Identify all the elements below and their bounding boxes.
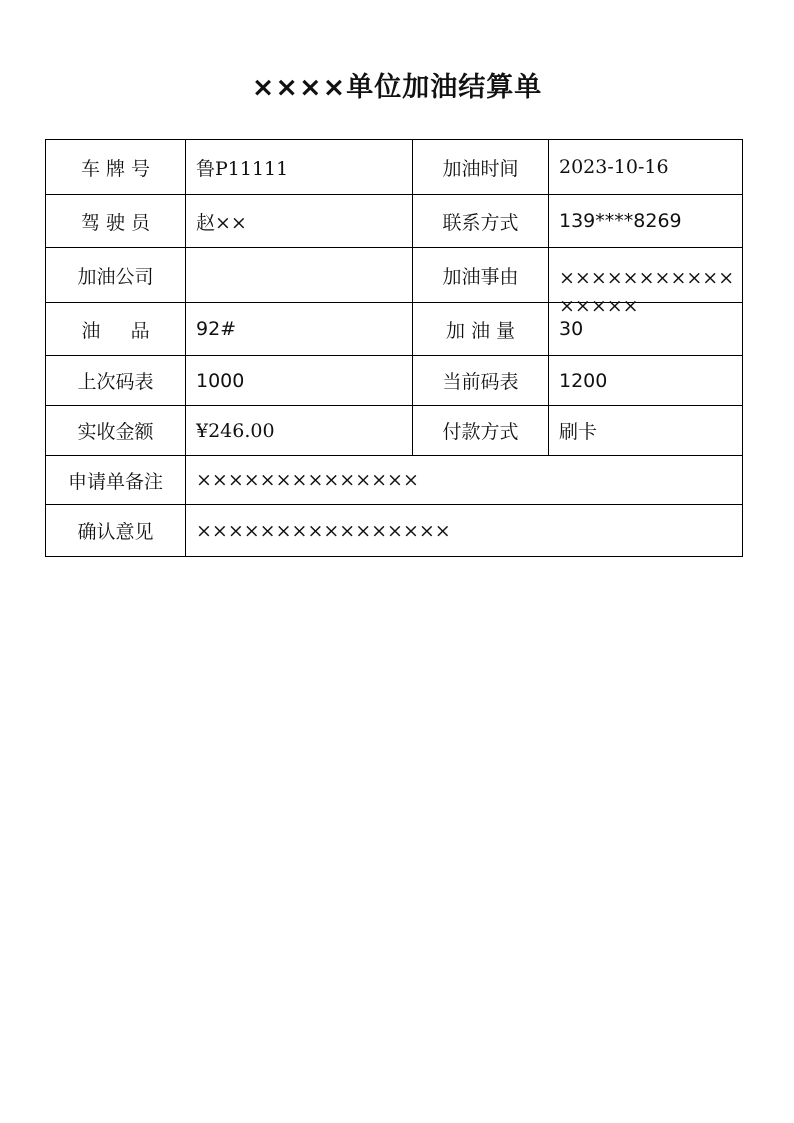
fuel-grade-label: 油 品 — [46, 303, 186, 356]
last-odometer-value: 1000 — [186, 356, 413, 406]
refuel-reason-value: ×××××××××××××××× — [559, 267, 735, 317]
amount-received-label: 实收金额 — [46, 406, 186, 456]
row-payment — [46, 406, 743, 456]
company-label: 加油公司 — [46, 248, 186, 303]
remarks-label: 申请单备注 — [46, 456, 186, 505]
approval-value: ×××××××××××××××× — [186, 505, 743, 557]
payment-method-label: 付款方式 — [413, 406, 549, 456]
settlement-form-table — [45, 139, 743, 557]
contact-label: 联系方式 — [413, 195, 549, 248]
plate-number-value: 鲁P11111 — [186, 140, 413, 195]
row-remarks — [46, 456, 743, 505]
fuel-volume-value: 30 — [549, 303, 743, 356]
payment-method-value: 刷卡 — [549, 406, 743, 456]
last-odometer-label: 上次码表 — [46, 356, 186, 406]
driver-label: 驾 驶 员 — [46, 195, 186, 248]
driver-value: 赵×× — [186, 195, 413, 248]
row-approval — [46, 505, 743, 557]
row-plate-number — [46, 140, 743, 195]
current-odometer-label: 当前码表 — [413, 356, 549, 406]
current-odometer-value: 1200 — [549, 356, 743, 406]
row-company — [46, 248, 743, 303]
approval-label: 确认意见 — [46, 505, 186, 557]
amount-received-value: ¥246.00 — [186, 406, 413, 456]
refuel-reason-cell — [549, 248, 743, 317]
row-driver — [46, 195, 743, 248]
fuel-volume-label: 加 油 量 — [413, 303, 549, 356]
refuel-reason-label: 加油事由 — [413, 248, 549, 303]
refuel-time-label: 加油时间 — [413, 140, 549, 195]
document-title: ××××单位加油结算单 — [251, 72, 543, 103]
company-value — [186, 248, 413, 303]
refuel-time-value: 2023-10-16 — [549, 140, 743, 195]
plate-number-label: 车 牌 号 — [46, 140, 186, 195]
remarks-value: ×××××××××××××× — [186, 456, 743, 505]
fuel-grade-value: 92# — [186, 303, 413, 356]
contact-value: 139****8269 — [549, 195, 743, 248]
row-odometer — [46, 356, 743, 406]
